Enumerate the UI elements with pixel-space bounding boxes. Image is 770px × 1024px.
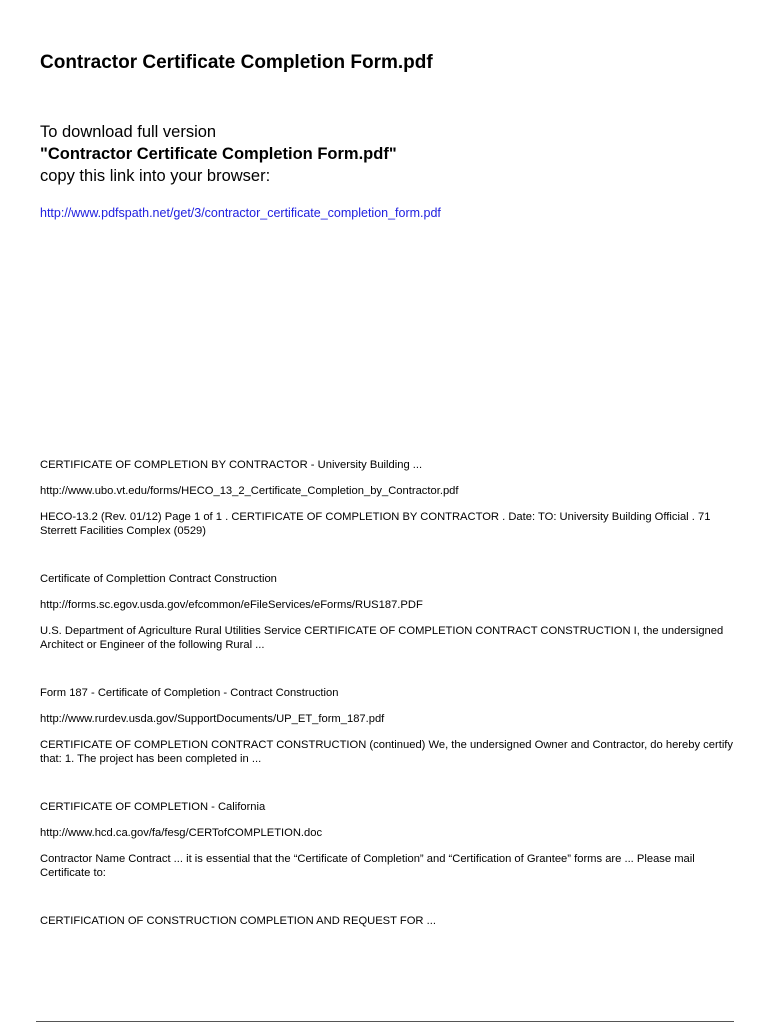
document-title: Contractor Certificate Completion Form.pdf [40,52,433,73]
result-url[interactable]: http://www.hcd.ca.gov/fa/fesg/CERTofCOMPLETION.doc [40,827,323,839]
result-description: HECO-13.2 (Rev. 01/12) Page 1 of 1 . CERTIFICATE OF COMPLETION BY CONTRACTOR . Date: TO: University Building Official . 71 Sterrett Facilities Complex (0529) [40,511,711,537]
result-title: Certificate of Complettion Contract Construction [40,573,277,585]
download-link[interactable]: http://www.pdfspath.net/get/3/contractor_certificate_completion_form.pdf [40,206,441,220]
footer-divider [36,1021,734,1022]
result-item [40,800,745,880]
intro-instruction: copy this link into your browser: [40,167,271,185]
result-item [40,914,745,928]
result-description: CERTIFICATE OF COMPLETION CONTRACT CONSTRUCTION (continued) We, the undersigned Owner and Contractor, do hereby certify that: 1. The project has been completed in ... [40,739,734,765]
result-item [40,458,745,538]
result-url[interactable]: http://www.ubo.vt.edu/forms/HECO_13_2_Certificate_Completion_by_Contractor.pdf [40,485,459,497]
result-title: CERTIFICATE OF COMPLETION BY CONTRACTOR - University Building ... [40,459,423,471]
result-item [40,572,745,652]
result-item [40,686,745,766]
download-intro [40,121,397,187]
result-description: Contractor Name Contract ... it is essential that the “Certificate of Completion” and “Certification of Grantee” forms are ... Please mail Certificate to: [40,853,695,879]
result-url[interactable]: http://forms.sc.egov.usda.gov/efcommon/eFileServices/eForms/RUS187.PDF [40,599,423,611]
intro-quoted-filename: "Contractor Certificate Completion Form.pdf" [40,145,397,163]
intro-line: To download full version [40,123,217,141]
result-url[interactable]: http://www.rurdev.usda.gov/SupportDocuments/UP_ET_form_187.pdf [40,713,385,725]
result-title: CERTIFICATION OF CONSTRUCTION COMPLETION AND REQUEST FOR ... [40,915,436,927]
results-list [40,458,745,940]
result-title: CERTIFICATE OF COMPLETION - California [40,801,266,813]
result-description: U.S. Department of Agriculture Rural Utilities Service CERTIFICATE OF COMPLETION CONTRACT CONSTRUCTION I, the undersigned Architect or Engineer of the following Rural ... [40,625,724,651]
result-title: Form 187 - Certificate of Completion - Contract Construction [40,687,339,699]
